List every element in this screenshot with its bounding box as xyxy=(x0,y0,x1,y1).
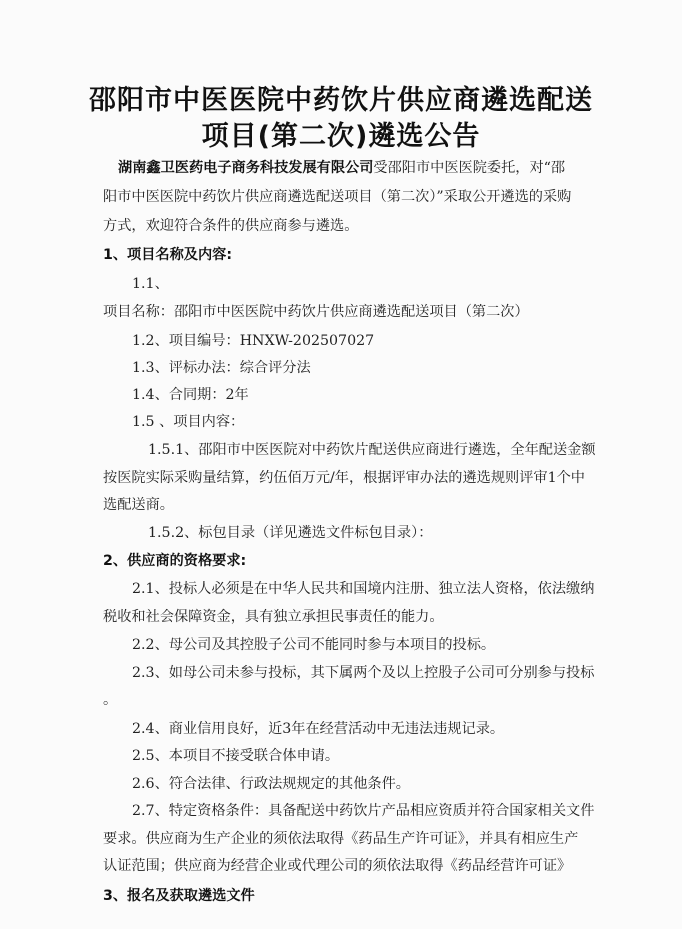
evaluation-method: 1.3、评标办法：综合评分法 xyxy=(132,360,311,376)
item-1-5-2: 1.5.2、标包目录（详见遴选文件标包目录）： xyxy=(148,525,433,541)
item-2-4: 2.4、商业信用良好，近3年在经营活动中无违法违规记录。 xyxy=(132,721,505,737)
item-2-3-line-1: 2.3、如母公司未参与投标，其下属两个及以上控股子公司可分别参与投标 xyxy=(132,665,595,681)
project-content: 1.5 、项目内容： xyxy=(132,414,245,430)
section-2-heading: 2、供应商的资格要求: xyxy=(103,553,247,569)
intro-line-2: 阳市中医医院中药饮片供应商遴选配送项目（第二次）”采取公开遴选的采购 xyxy=(103,189,572,205)
title-line-2: 项目(第二次)遴选公告 xyxy=(201,121,481,152)
item-2-7-line-3: 认证范围；供应商为经营企业或代理公司的须依法取得《药品经营许可证》 xyxy=(103,858,572,874)
item-1-5-1-line-1: 1.5.1、邵阳市中医医院对中药饮片配送供应商进行遴选，全年配送金额 xyxy=(148,442,596,458)
project-name: 项目名称：邵阳市中医医院中药饮片供应商遴选配送项目（第二次） xyxy=(103,304,529,320)
item-1-5-1-line-3: 选配送商。 xyxy=(103,497,174,513)
item-2-5: 2.5、本项目不接受联合体申请。 xyxy=(132,748,340,764)
section-3-heading: 3、报名及获取遴选文件 xyxy=(103,888,255,904)
item-2-1-line-2: 税收和社会保障资金，具有独立承担民事责任的能力。 xyxy=(103,609,444,625)
item-2-2: 2.2、母公司及其控股子公司不能同时参与本项目的投标。 xyxy=(132,637,496,653)
agency-name: 湖南鑫卫医药电子商务科技发展有限公司 xyxy=(118,160,374,176)
item-1-5-1-line-2: 按医院实际采购量结算，约伍佰万元/年，根据评审办法的遴选规则评审1个中 xyxy=(103,470,585,486)
item-2-3-line-2: 。 xyxy=(103,692,118,708)
contract-period: 1.4、合同期：2年 xyxy=(132,387,249,403)
project-number: 1.2、项目编号：HNXW-202507027 xyxy=(132,333,375,349)
intro-line-3: 方式，欢迎符合条件的供应商参与遴选。 xyxy=(103,218,359,234)
intro-line-1-rest: 受邵阳市中医医院委托，对“邵 xyxy=(373,160,566,176)
item-2-7-line-1: 2.7、特定资格条件：具备配送中药饮片产品相应资质并符合国家相关文件 xyxy=(132,803,595,819)
item-2-7-line-2: 要求。供应商为生产企业的须依法取得《药品生产许可证》，并具有相应生产 xyxy=(103,831,579,847)
title-line-1: 邵阳市中医医院中药饮片供应商遴选配送 xyxy=(89,85,593,116)
item-1-1: 1.1、 xyxy=(132,276,169,292)
section-1-heading: 1、项目名称及内容: xyxy=(103,247,233,263)
intro-line-1 xyxy=(118,157,565,177)
item-2-6: 2.6、符合法律、行政法规规定的其他条件。 xyxy=(132,776,410,792)
item-2-1-line-1: 2.1、投标人必须是在中华人民共和国境内注册、独立法人资格，依法缴纳 xyxy=(132,581,595,597)
